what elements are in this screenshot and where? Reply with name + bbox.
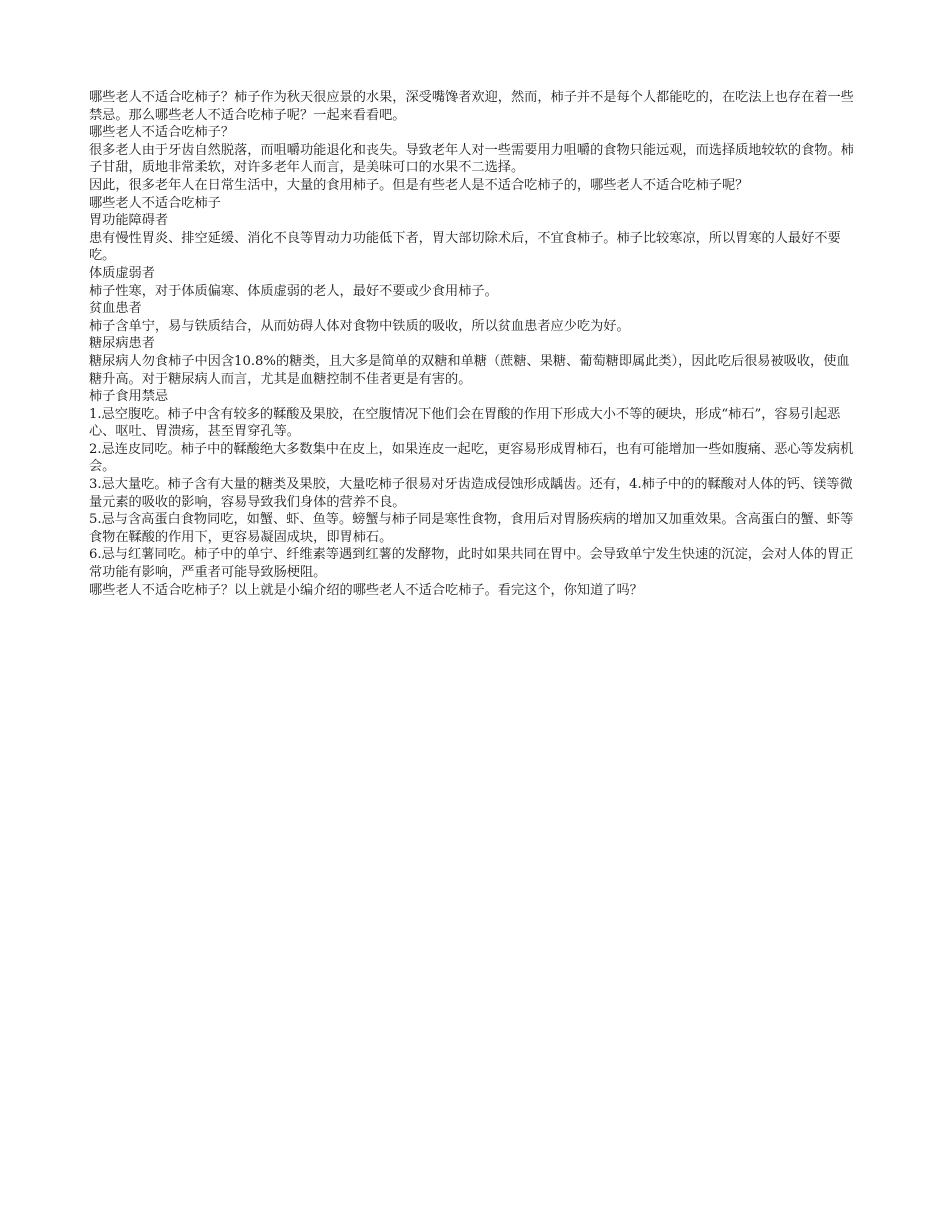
list-item: 5.忌与含高蛋白食物同吃，如蟹、虾、鱼等。螃蟹与柿子同是寒性食物，食用后对胃肠疾病的增加又加重效果。含高蛋白的蟹、虾等食物在鞣酸的作用下，更容易凝固成块，即胃柿石。	[89, 512, 854, 545]
list-item: 1.忌空腹吃。柿子中含有较多的鞣酸及果胶，在空腹情况下他们会在胃酸的作用下形成大小不等的硬块，形成“柿石”，容易引起恶心、呕吐、胃溃疡，甚至胃穿孔等。	[89, 406, 841, 440]
closing-paragraph: 哪些老人不适合吃柿子？以上就是小编介绍的哪些老人不适合吃柿子。看完这个，你知道了吗？	[89, 582, 643, 598]
body-paragraph: 糖尿病人勿食柿子中因含10.8%的糖类，且大多是简单的双糖和单糖（蔗糖、果糖、葡萄糖即属此类），因此吃后很易被吸收，使血糖升高。对于糖尿病人而言，尤其是血糖控制不佳者更是有害的。	[89, 353, 850, 387]
body-paragraph: 因此，很多老年人在日常生活中，大量的食用柿子。但是有些老人是不适合吃柿子的，哪些老人不适合吃柿子呢？	[89, 177, 749, 193]
list-item: 3.忌大量吃。柿子含有大量的糖类及果胶，大量吃柿子很易对牙齿造成侵蚀形成龋齿。还有，4.柿子中的的鞣酸对人体的钙、镁等微量元素的吸收的影响，容易导致我们身体的营养不良。	[89, 477, 853, 510]
section-heading: 柿子食用禁忌	[89, 389, 169, 405]
subheading: 体质虚弱者	[89, 265, 155, 281]
section-heading: 哪些老人不适合吃柿子	[89, 195, 221, 211]
subheading: 胃功能障碍者	[89, 213, 169, 229]
subheading: 贫血患者	[89, 301, 142, 317]
list-item: 6.忌与红薯同吃。柿子中的单宁、纤维素等遇到红薯的发酵物，此时如果共同在胃中。会导致单宁发生快速的沉淀，会对人体的胃正常功能有影响，严重者可能导致肠梗阻。	[89, 547, 854, 581]
list-item: 2.忌连皮同吃。柿子中的鞣酸绝大多数集中在皮上，如果连皮一起吃，更容易形成胃柿石，也有可能增加一些如腹痛、恶心等发病机会。	[89, 441, 854, 475]
document-body	[89, 89, 855, 599]
intro-paragraph: 哪些老人不适合吃柿子？柿子作为秋天很应景的水果，深受嘴馋者欢迎，然而，柿子并不是每个人都能吃的，在吃法上也存在着一些禁忌。那么哪些老人不适合吃柿子呢？一起来看看吧。	[89, 90, 854, 123]
body-paragraph: 柿子含单宁，易与铁质结合，从而妨碍人体对食物中铁质的吸收，所以贫血患者应少吃为好。	[89, 318, 630, 334]
subheading: 糖尿病患者	[89, 336, 155, 352]
body-paragraph: 很多老人由于牙齿自然脱落，而咀嚼功能退化和丧失。导致老年人对一些需要用力咀嚼的食物只能远观，而选择质地较软的食物。柿子甘甜，质地非常柔软，对许多老年人而言，是美味可口的水果不二选择。	[89, 142, 854, 176]
section-heading: 哪些老人不适合吃柿子？	[89, 125, 235, 141]
body-paragraph: 柿子性寒，对于体质偏寒、体质虚弱的老人，最好不要或少食用柿子。	[89, 283, 498, 299]
body-paragraph: 患有慢性胃炎、排空延缓、消化不良等胃动力功能低下者，胃大部切除术后，不宜食柿子。柿子比较寒凉，所以胃寒的人最好不要吃。	[89, 230, 841, 264]
